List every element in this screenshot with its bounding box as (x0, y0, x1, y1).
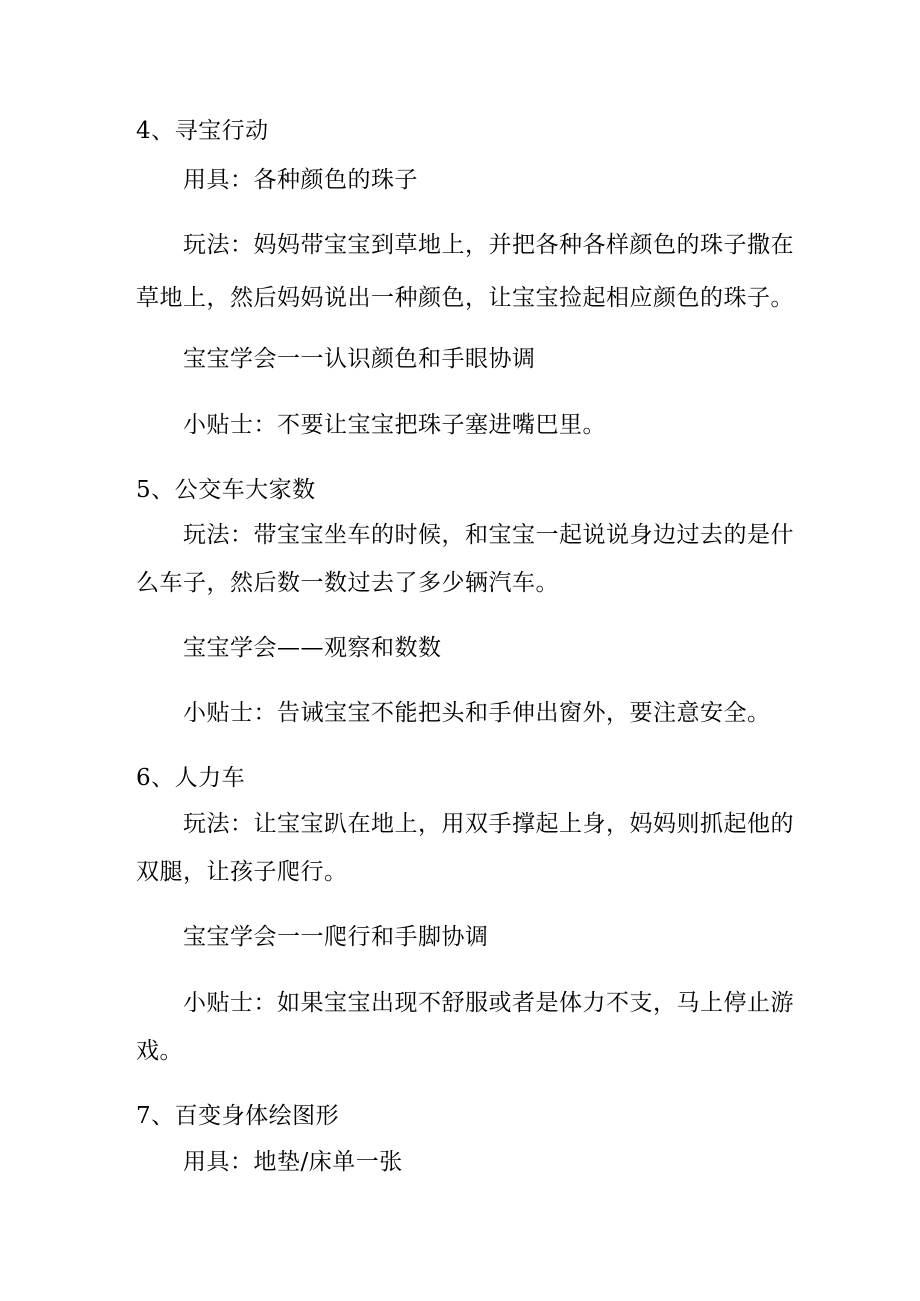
section-heading: 5、公交车大家数 (136, 477, 316, 503)
play-text: 玩法：妈妈带宝宝到草地上，并把各种各样颜色的珠子撒在 (183, 232, 794, 258)
play-text-continued: 双腿，让孩子爬行。 (136, 859, 348, 885)
play-text-continued: 么车子，然后数一数过去了多少辆汽车。 (136, 570, 559, 596)
learn-text: 宝宝学会——观察和数数 (183, 635, 442, 661)
tip-text: 小贴士：如果宝宝出现不舒服或者是体力不支，马上停止游 (183, 990, 794, 1016)
section-heading: 6、人力车 (136, 765, 246, 791)
tip-text: 小贴士：告诫宝宝不能把头和手伸出窗外，要注意安全。 (183, 700, 771, 726)
play-text: 玩法：让宝宝趴在地上，用双手撑起上身，妈妈则抓起他的 (183, 811, 794, 837)
tools-text: 用具：各种颜色的珠子 (183, 167, 418, 193)
play-text-continued: 草地上，然后妈妈说出一种颜色，让宝宝捡起相应颜色的珠子。 (136, 285, 794, 311)
play-text: 玩法：带宝宝坐车的时候，和宝宝一起说说身边过去的是什 (183, 522, 794, 548)
section-heading: 7、百变身体绘图形 (136, 1103, 340, 1129)
tools-text: 用具：地垫/床单一张 (183, 1149, 403, 1175)
tip-text-continued: 戏。 (136, 1038, 183, 1064)
learn-text: 宝宝学会一一爬行和手脚协调 (183, 924, 489, 950)
tip-text: 小贴士：不要让宝宝把珠子塞进嘴巴里。 (183, 412, 606, 438)
learn-text: 宝宝学会一一认识颜色和手眼协调 (183, 346, 536, 372)
section-heading: 4、寻宝行动 (136, 118, 269, 144)
